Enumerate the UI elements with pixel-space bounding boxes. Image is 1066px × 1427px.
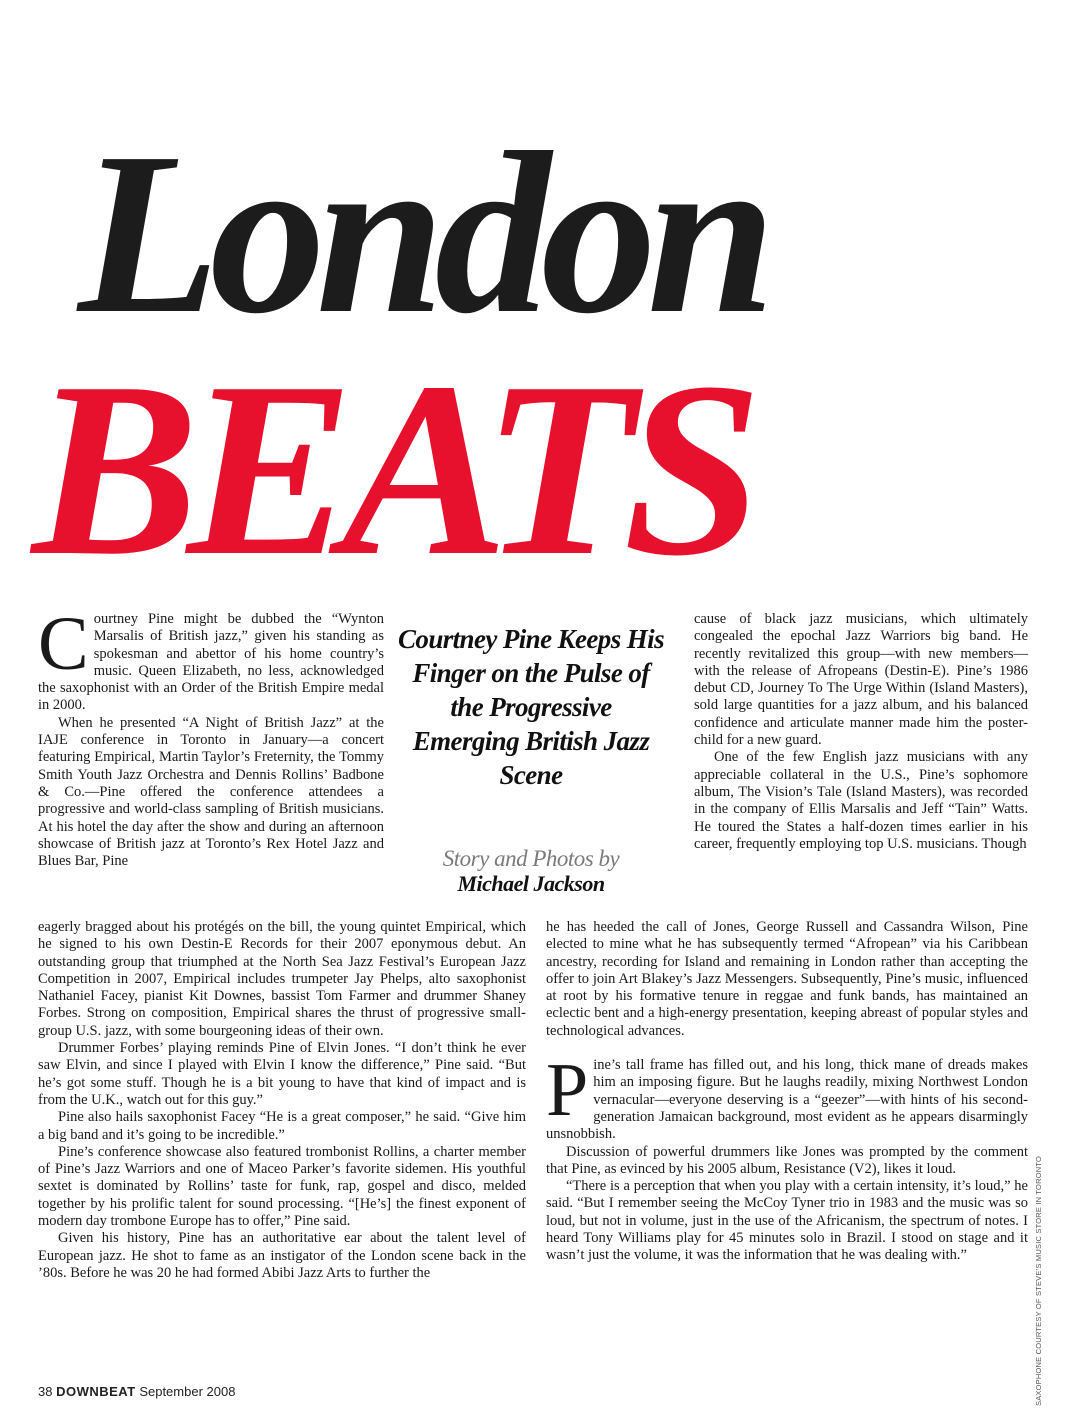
page-number: 38 (38, 1384, 53, 1399)
paragraph: Given his history, Pine has an authoritative ear about the talent level of European jazz. He shot to fame as an instigator of the London scene back in the ’80s. Before he was 20 he had formed Abibi Jazz Arts to further the (38, 1230, 526, 1281)
drop-cap: C (38, 602, 89, 686)
paragraph-text: ine’s tall frame has filled out, and his long, thick mane of dreads makes him an imposing figure. But he laughs readily, mixing Northwest London vernacular—everyone deserving is a “geezer”—with hints of his second-generation Jamaican background, most evident as he appears disarmingly unsnobbish. (546, 1057, 1028, 1143)
paragraph: Drummer Forbes’ playing reminds Pine of Elvin Jones. “I don’t think he ever saw Elvin, and since I played with Elvin I know the difference,” Pine said. “But he’s got some stuff. Though he is a bit young to have that kind of impact and is from the U.K., watch out for this guy.” (38, 1040, 526, 1108)
article-right-column-bottom (546, 919, 1028, 1265)
headline-line-2: BEATS (32, 331, 751, 608)
headline-line-1: London (78, 105, 766, 362)
paragraph: Pine also hails saxophonist Facey “He is a great composer,” he said. “Give him a big band and it’s going to be incredible.” (38, 1109, 526, 1143)
paragraph-section-opening (546, 1048, 1028, 1143)
paragraph: “There is a perception that when you play with a certain intensity, it’s loud,” he said. “But I remember seeing the McCoy Tyner trio in 1983 and the music was so loud, but not in volume, just in the use of the Africanism, the spectrum of notes. I heard Tony Williams play for 45 minutes solo in Brazil. I stood on stage and it wasn’t just the volume, it was the information that he was dealing with.” (546, 1178, 1028, 1264)
paragraph: cause of black jazz musicians, which ultimately congealed the epochal Jazz Warriors big band. He recently revitalized this group—with new members—with the release of Afropeans (Destin-E). Pine’s 1986 debut CD, Journey To The Urge Within (Island Masters), sold large quantities for a jazz album, and his balanced confidence and articulate manner made him the poster-child for a new guard. (694, 611, 1028, 749)
paragraph: When he presented “A Night of British Jazz” at the IAJE conference in Toronto in January—a concert featuring Empirical, Martin Taylor’s Freternity, the Tommy Smith Youth Jazz Orchestra and Dennis Rollins’ Badbone & Co.—Pine offered the conference attendees a progressive and world-class sampling of British musicians. At his hotel the day after the show and during an afternoon showcase of British jazz at Toronto’s Rex Hotel Jazz and Blues Bar, Pine (38, 714, 384, 870)
article-left-column-top (38, 602, 384, 870)
article-left-column-bottom (38, 919, 526, 1282)
paragraph-text: ourtney Pine might be dubbed the “Wynton Marsalis of British jazz,” given his standing as spokesman and abettor of his home country’s music. Queen Elizabeth, no less, acknowledged the saxophonist with an Order of the British Empire medal in 2000. (38, 611, 384, 714)
paragraph-opening (38, 602, 384, 715)
photo-credit: SAXOPHONE COURTESY OF STEVE’S MUSIC STORE IN TORONTO (1034, 1155, 1043, 1406)
paragraph: he has heeded the call of Jones, George Russell and Cassandra Wilson, Pine elected to mine what he has subsequently termed “Afropean” via his Caribbean ancestry, recording for Island and remaining in London rather than accepting the offer to join Art Blakey’s Jazz Messengers. Subsequently, Pine’s music, influenced at root by his formative tenure in reggae and funk bands, has maintained an eclectic bent and a high-energy presentation, keeping abreast of popular styles and technological advances. (546, 919, 1028, 1039)
byline-credit: Story and Photos by (442, 846, 620, 871)
deck-subheadline: Courtney Pine Keeps His Finger on the Pulse of the Progressive Emerging British Jazz Scene (398, 624, 664, 790)
paragraph: Pine’s conference showcase also featured trombonist Rollins, a charter member of Pine’s Jazz Warriors and one of Maceo Parker’s favorite sidemen. His youthful sextet is dominated by Rollins’ taste for funk, rap, gospel and disco, melded together by his prolific talent for sound processing. “[He’s] the finest exponent of modern day trombone Europe has to offer,” Pine said. (38, 1143, 526, 1230)
magazine-name: DOWNBEAT (56, 1384, 136, 1399)
paragraph: One of the few English jazz musicians with any appreciable collateral in the U.S., Pine’s sophomore album, The Vision’s Tale (Island Masters), was recorded in the company of Ellis Marsalis and Jeff “Tain” Watts. He toured the States a half-dozen times earlier in his career, frequently employing top U.S. musicians. Though (694, 749, 1028, 852)
issue-date: September 2008 (139, 1384, 236, 1399)
article-right-column-top (694, 611, 1028, 853)
page-footer (38, 1384, 235, 1399)
paragraph: Discussion of powerful drummers like Jones was prompted by the comment that Pine, as evinced by his 2005 album, Resistance (V2), likes it loud. (546, 1143, 1028, 1177)
paragraph: eagerly bragged about his protégés on the bill, the young quintet Empirical, which he signed to his own Destin-E Records for their 2007 eponymous debut. An outstanding group that triumphed at the North Sea Jazz Festival’s European Jazz Competition in 2007, Empirical includes trumpeter Jay Phelps, alto saxophonist Nathaniel Facey, pianist Kit Downes, bassist Tom Farmer and drummer Shaney Forbes. Strong on composition, Empirical shares the thrust of progressive small-group U.S. jazz, with some bourgeoning ideas of their own. (38, 919, 526, 1039)
drop-cap: P (546, 1048, 589, 1133)
byline (398, 846, 664, 896)
byline-author: Michael Jackson (457, 871, 605, 896)
